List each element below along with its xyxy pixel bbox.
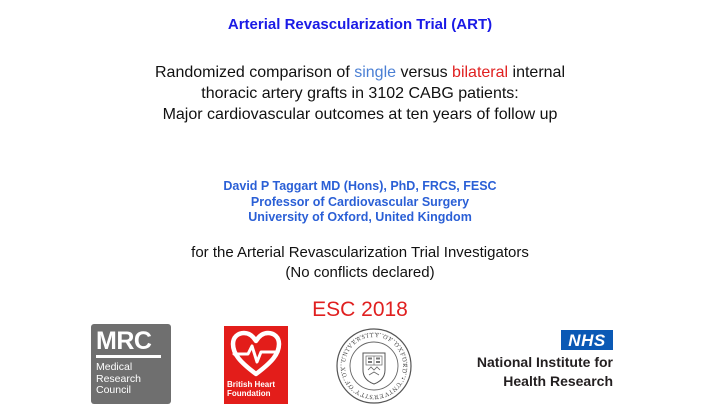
author-block bbox=[0, 179, 720, 226]
oxford-crest-icon bbox=[334, 326, 414, 406]
svg-text:UNIVERSITY OF OXFORD • UNIVERS: UNIVERSITY OF OXFORD • UNIVERSITY OF OX bbox=[340, 332, 408, 400]
mrc-line-1: Medical bbox=[96, 361, 133, 373]
bhf-text bbox=[227, 380, 275, 398]
nihr-line-1: National Institute for bbox=[476, 354, 613, 370]
description-line-2: thoracic artery grafts in 3102 CABG patients: bbox=[201, 85, 519, 102]
description-prefix: Randomized comparison of bbox=[155, 64, 355, 81]
mrc-line-3: Council bbox=[96, 384, 132, 396]
mrc-text bbox=[96, 362, 141, 397]
bhf-logo bbox=[224, 326, 288, 404]
nhs-badge bbox=[561, 330, 613, 350]
mrc-divider bbox=[96, 355, 161, 358]
bhf-line-1: British Heart bbox=[227, 380, 276, 389]
trial-description bbox=[0, 62, 720, 125]
heart-icon bbox=[230, 330, 282, 378]
event-label: ESC 2018 bbox=[312, 298, 408, 321]
mrc-logo bbox=[91, 324, 171, 404]
bhf-line-2: Foundation bbox=[227, 389, 271, 398]
conflicts-statement: (No conflicts declared) bbox=[285, 264, 435, 281]
investigators-line-1: for the Arterial Revascularization Trial Investigators bbox=[191, 244, 529, 261]
slide-title: Arterial Revascularization Trial (ART) bbox=[227, 16, 493, 33]
investigators-block bbox=[0, 243, 720, 283]
nhs-badge-text: NHS bbox=[568, 331, 606, 350]
nihr-line-2: Health Research bbox=[503, 373, 613, 389]
author-role: Professor of Cardiovascular Surgery bbox=[250, 194, 470, 209]
mrc-line-2: Research bbox=[96, 372, 141, 385]
oxford-seal-logo bbox=[334, 326, 414, 406]
description-mid: versus bbox=[396, 64, 453, 81]
author-name: David P Taggart MD (Hons), PhD, FRCS, FESC bbox=[223, 179, 497, 193]
description-line-3: Major cardiovascular outcomes at ten years of follow up bbox=[162, 106, 558, 123]
bilateral-highlight: bilateral bbox=[452, 64, 509, 81]
description-line-1 bbox=[0, 62, 720, 83]
nihr-logo bbox=[446, 330, 620, 394]
description-suffix: internal bbox=[508, 64, 565, 81]
mrc-abbr: MRC bbox=[96, 327, 152, 355]
author-affiliation: University of Oxford, United Kingdom bbox=[248, 210, 472, 224]
single-highlight: single bbox=[354, 64, 397, 81]
